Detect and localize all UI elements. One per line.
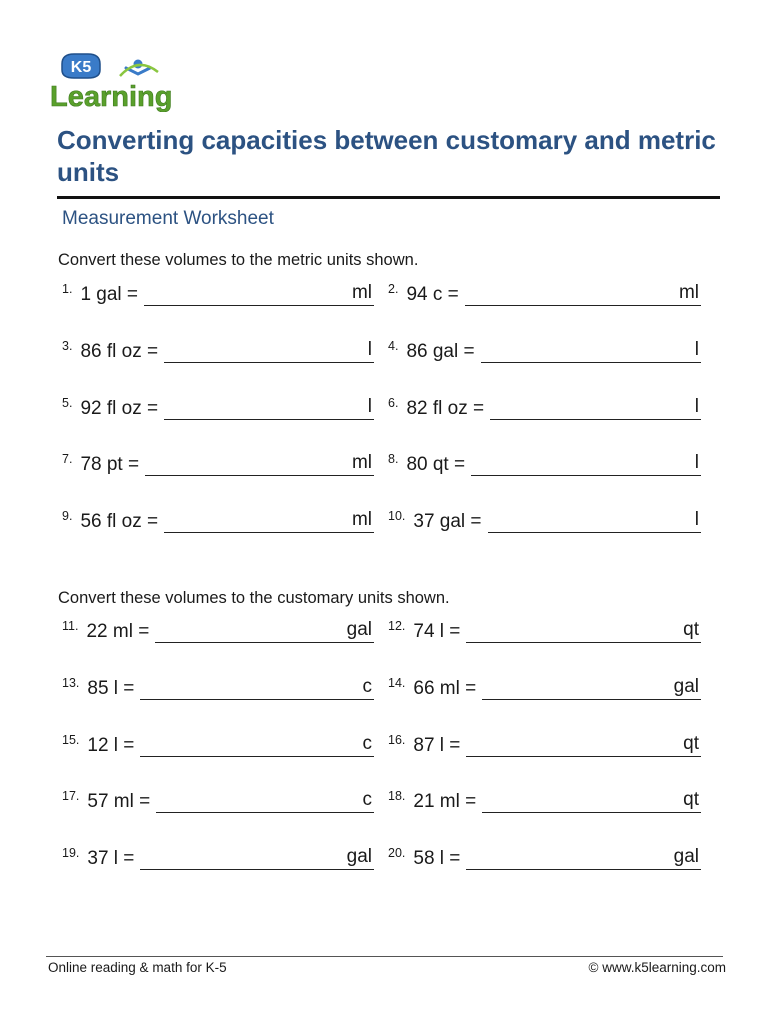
problem-expression: 21 ml = (413, 791, 477, 813)
problem-number: 8. (388, 452, 399, 467)
footer-website: © www.k5learning.com (588, 960, 726, 975)
problem-expression: 56 fl oz = (80, 511, 159, 533)
problem-expression: 22 ml = (86, 621, 150, 642)
answer-unit: c (362, 675, 372, 697)
problem-number: 11. (62, 619, 79, 633)
problem-number: 16. (388, 732, 406, 747)
answer-unit: qt (683, 789, 699, 811)
footer-tagline: Online reading & math for K-5 (48, 960, 227, 975)
answer-unit: l (694, 338, 699, 360)
problem-item (388, 280, 701, 306)
page-title: Converting capacities between customary and metric units (57, 125, 716, 187)
problem-item (62, 280, 374, 306)
problem-number: 1. (62, 282, 73, 296)
answer-unit: ml (351, 282, 372, 303)
problem-item (62, 844, 374, 870)
answer-unit: gal (673, 846, 699, 868)
problem-number: 15. (62, 732, 80, 747)
answer-unit: ml (351, 452, 372, 474)
problem-number: 13. (62, 675, 80, 690)
problem-item (388, 337, 701, 363)
problem-item (62, 787, 374, 813)
problem-number: 5. (62, 395, 73, 410)
problem-item (62, 450, 374, 476)
problem-number: 7. (62, 452, 73, 467)
title-divider (57, 196, 720, 199)
problem-expression: 87 l = (413, 734, 461, 756)
answer-unit: ml (351, 509, 372, 531)
problem-expression: 74 l = (413, 621, 461, 642)
answer-blank[interactable] (140, 677, 374, 700)
problem-item (62, 731, 374, 757)
problem-item (62, 337, 374, 363)
answer-unit: gal (673, 675, 699, 697)
answer-unit: qt (683, 732, 699, 754)
answer-blank[interactable] (482, 677, 701, 700)
problem-item (62, 674, 374, 700)
problem-number: 14. (388, 675, 406, 690)
problem-expression: 86 gal = (406, 340, 475, 362)
problem-number: 10. (388, 509, 406, 524)
problem-item (388, 787, 701, 813)
problem-expression: 80 qt = (406, 454, 466, 476)
problem-number: 20. (388, 846, 406, 861)
problem-expression: 37 l = (87, 848, 135, 870)
problem-expression: 82 fl oz = (406, 397, 485, 419)
problem-expression: 85 l = (87, 677, 135, 699)
answer-blank[interactable] (156, 790, 374, 813)
worksheet-subtitle: Measurement Worksheet (62, 208, 274, 229)
problem-number: 12. (388, 619, 406, 633)
problem-expression: 58 l = (413, 848, 461, 870)
answer-blank[interactable] (466, 734, 701, 757)
problem-expression: 92 fl oz = (80, 397, 159, 419)
problem-expression: 66 ml = (413, 677, 477, 699)
problem-item (388, 450, 701, 476)
answer-unit: c (362, 732, 372, 754)
answer-blank[interactable] (164, 510, 374, 533)
answer-unit: ml (678, 282, 699, 303)
problem-expression: 57 ml = (87, 791, 151, 813)
answer-unit: l (694, 395, 699, 417)
answer-blank[interactable] (490, 397, 701, 420)
problem-expression: 12 l = (87, 734, 135, 756)
answer-unit: gal (346, 619, 372, 640)
answer-blank[interactable] (465, 283, 701, 306)
answer-blank[interactable] (145, 453, 374, 476)
problem-expression: 78 pt = (80, 454, 140, 476)
answer-blank[interactable] (164, 397, 374, 420)
logo-word: Learning (50, 81, 173, 112)
problem-number: 18. (388, 789, 406, 804)
answer-blank[interactable] (140, 734, 374, 757)
problem-number: 3. (62, 338, 73, 353)
answer-unit: l (694, 509, 699, 531)
problem-number: 4. (388, 338, 399, 353)
problem-item (62, 617, 374, 643)
problem-item (388, 617, 701, 643)
answer-unit: l (367, 338, 372, 360)
problem-expression: 86 fl oz = (80, 340, 159, 362)
problem-number: 9. (62, 509, 73, 524)
section-1-instruction: Convert these volumes to the metric units shown. (58, 251, 419, 269)
logo-badge-text: K5 (70, 59, 92, 76)
problem-item (388, 844, 701, 870)
answer-blank[interactable] (164, 340, 374, 363)
problem-number: 17. (62, 789, 80, 804)
answer-unit: c (362, 789, 372, 811)
problem-item (388, 394, 701, 420)
answer-blank[interactable] (488, 510, 701, 533)
problem-expression: 1 gal = (80, 284, 139, 305)
answer-blank[interactable] (144, 283, 374, 306)
problem-expression: 94 c = (406, 284, 459, 305)
answer-blank[interactable] (155, 620, 374, 643)
problem-item (388, 674, 701, 700)
problem-item (62, 394, 374, 420)
problem-item (62, 507, 374, 533)
problem-number: 19. (62, 846, 80, 861)
problem-item (388, 731, 701, 757)
answer-unit: gal (346, 846, 372, 868)
section-2-instruction: Convert these volumes to the customary units shown. (58, 589, 450, 607)
problem-number: 2. (388, 282, 399, 296)
answer-blank[interactable] (140, 847, 374, 870)
answer-blank[interactable] (471, 453, 701, 476)
answer-unit: qt (683, 619, 699, 640)
footer-divider (46, 956, 723, 957)
answer-unit: l (367, 395, 372, 417)
answer-blank[interactable] (466, 620, 701, 643)
problem-expression: 37 gal = (413, 511, 482, 533)
problem-item (388, 507, 701, 533)
answer-blank[interactable] (466, 847, 701, 870)
answer-blank[interactable] (481, 340, 701, 363)
answer-unit: l (694, 452, 699, 474)
problem-number: 6. (388, 395, 399, 410)
k5-learning-logo (48, 50, 188, 112)
answer-blank[interactable] (482, 790, 701, 813)
